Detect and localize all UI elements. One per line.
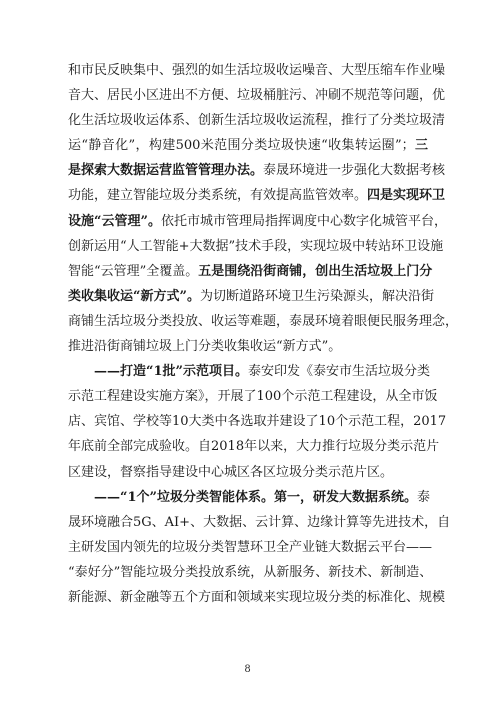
bold-text-segment: 是探索大数据运营监管管理办法。 — [68, 163, 264, 179]
text-line — [68, 259, 433, 284]
text-segment: 智能“云管理”全覆盖。 — [68, 263, 199, 279]
text-line — [68, 183, 446, 208]
text-line — [68, 108, 446, 133]
text-segment: 区建设，督察指导建设中心城区各区垃圾分类示范片区。 — [68, 464, 394, 480]
bold-text-segment: 四是实现环卫 — [367, 188, 446, 204]
bold-text-segment: 类收集收运“新方式”。 — [68, 288, 200, 304]
text-segment: 新能源、新金融等五个方面和领域来实现垃圾分类的标准化、规模 — [68, 589, 446, 605]
text-segment: 和市民反映集中、强烈的如生活垃圾收运噪音、大型压缩车作业噪 — [68, 63, 446, 78]
text-line — [68, 560, 433, 585]
text-segment: 泰 — [417, 489, 431, 505]
text-segment: 晟环境融合5G、AI+、大数据、云计算、边缘计算等先进技术，自 — [68, 514, 451, 530]
text-line — [68, 334, 428, 359]
text-line — [68, 83, 446, 108]
bold-text-segment: ——打造“1批”示范项目。 — [94, 364, 249, 380]
text-line — [68, 234, 444, 259]
text-line — [68, 284, 434, 309]
text-segment: 泰安印发《泰安市生活垃圾分类 — [248, 364, 431, 380]
body-text — [68, 58, 459, 610]
text-line — [68, 585, 446, 610]
text-line — [68, 510, 451, 535]
text-line — [68, 158, 446, 183]
bold-text-segment: 五是围绕沿街商铺，创出生活垃圾上门分 — [198, 263, 433, 279]
text-segment: 示范工程建设实施方案》，开展了100个示范工程建设，从全市饭 — [68, 389, 438, 405]
text-line — [68, 384, 438, 409]
text-line — [68, 485, 431, 510]
text-line — [68, 359, 431, 384]
text-segment: 为切断道路环境卫生污染源头，解决沿街 — [199, 288, 434, 304]
text-segment: 化生活垃圾收运体系、创新生活垃圾收运流程，推行了分类垃圾清 — [68, 113, 446, 129]
page-number: 8 — [244, 664, 251, 675]
text-segment: 商铺生活垃圾分类投放、收运等难题，泰晟环境着眼便民服务理念， — [68, 313, 459, 329]
text-segment: 店、宾馆、学校等10大类中各选取并建设了10个示范工程，2017 — [68, 414, 447, 430]
bold-text-segment: 三 — [414, 138, 428, 154]
text-segment: 创新运用“人工智能+大数据”技术手段，实现垃圾中转站环卫设施 — [68, 238, 444, 254]
text-segment: 依托市城市管理局指挥调度中心数字化城管平台， — [160, 213, 447, 229]
text-line — [68, 434, 440, 459]
text-line — [68, 460, 428, 485]
bold-text-segment: ——“1个”垃圾分类智能体系。第一，研发大数据系统。 — [94, 489, 418, 505]
text-line — [68, 58, 446, 83]
text-line — [68, 309, 459, 334]
text-segment: 运“静音化”，构建500米范围分类垃圾快速“收集转运圈”； — [68, 138, 415, 154]
text-line — [68, 535, 433, 560]
text-segment: 功能，建立智能垃圾分类系统，有效提高监管效率。 — [68, 188, 368, 204]
text-line — [68, 409, 447, 434]
text-line — [68, 209, 447, 234]
text-segment: 年底前全部完成验收。自2018年以来，大力推行垃圾分类示范片 — [68, 439, 440, 455]
text-segment: “泰好分”智能垃圾分类投放系统，从新服务、新技术、新制造、 — [68, 564, 433, 580]
text-line — [68, 133, 428, 158]
bold-text-segment: 设施“云管理”。 — [68, 213, 161, 229]
text-segment: 主研发国内领先的垃圾分类智慧环卫全产业链大数据云平台—— — [68, 539, 433, 555]
text-segment: 泰晟环境进一步强化大数据考核 — [263, 163, 446, 179]
text-segment: 推进沿街商铺垃圾上门分类收集收运“新方式”。 — [68, 339, 342, 355]
text-segment: 音大、居民小区进出不方便、垃圾桶脏污、冲刷不规范等问题，优 — [68, 88, 446, 104]
